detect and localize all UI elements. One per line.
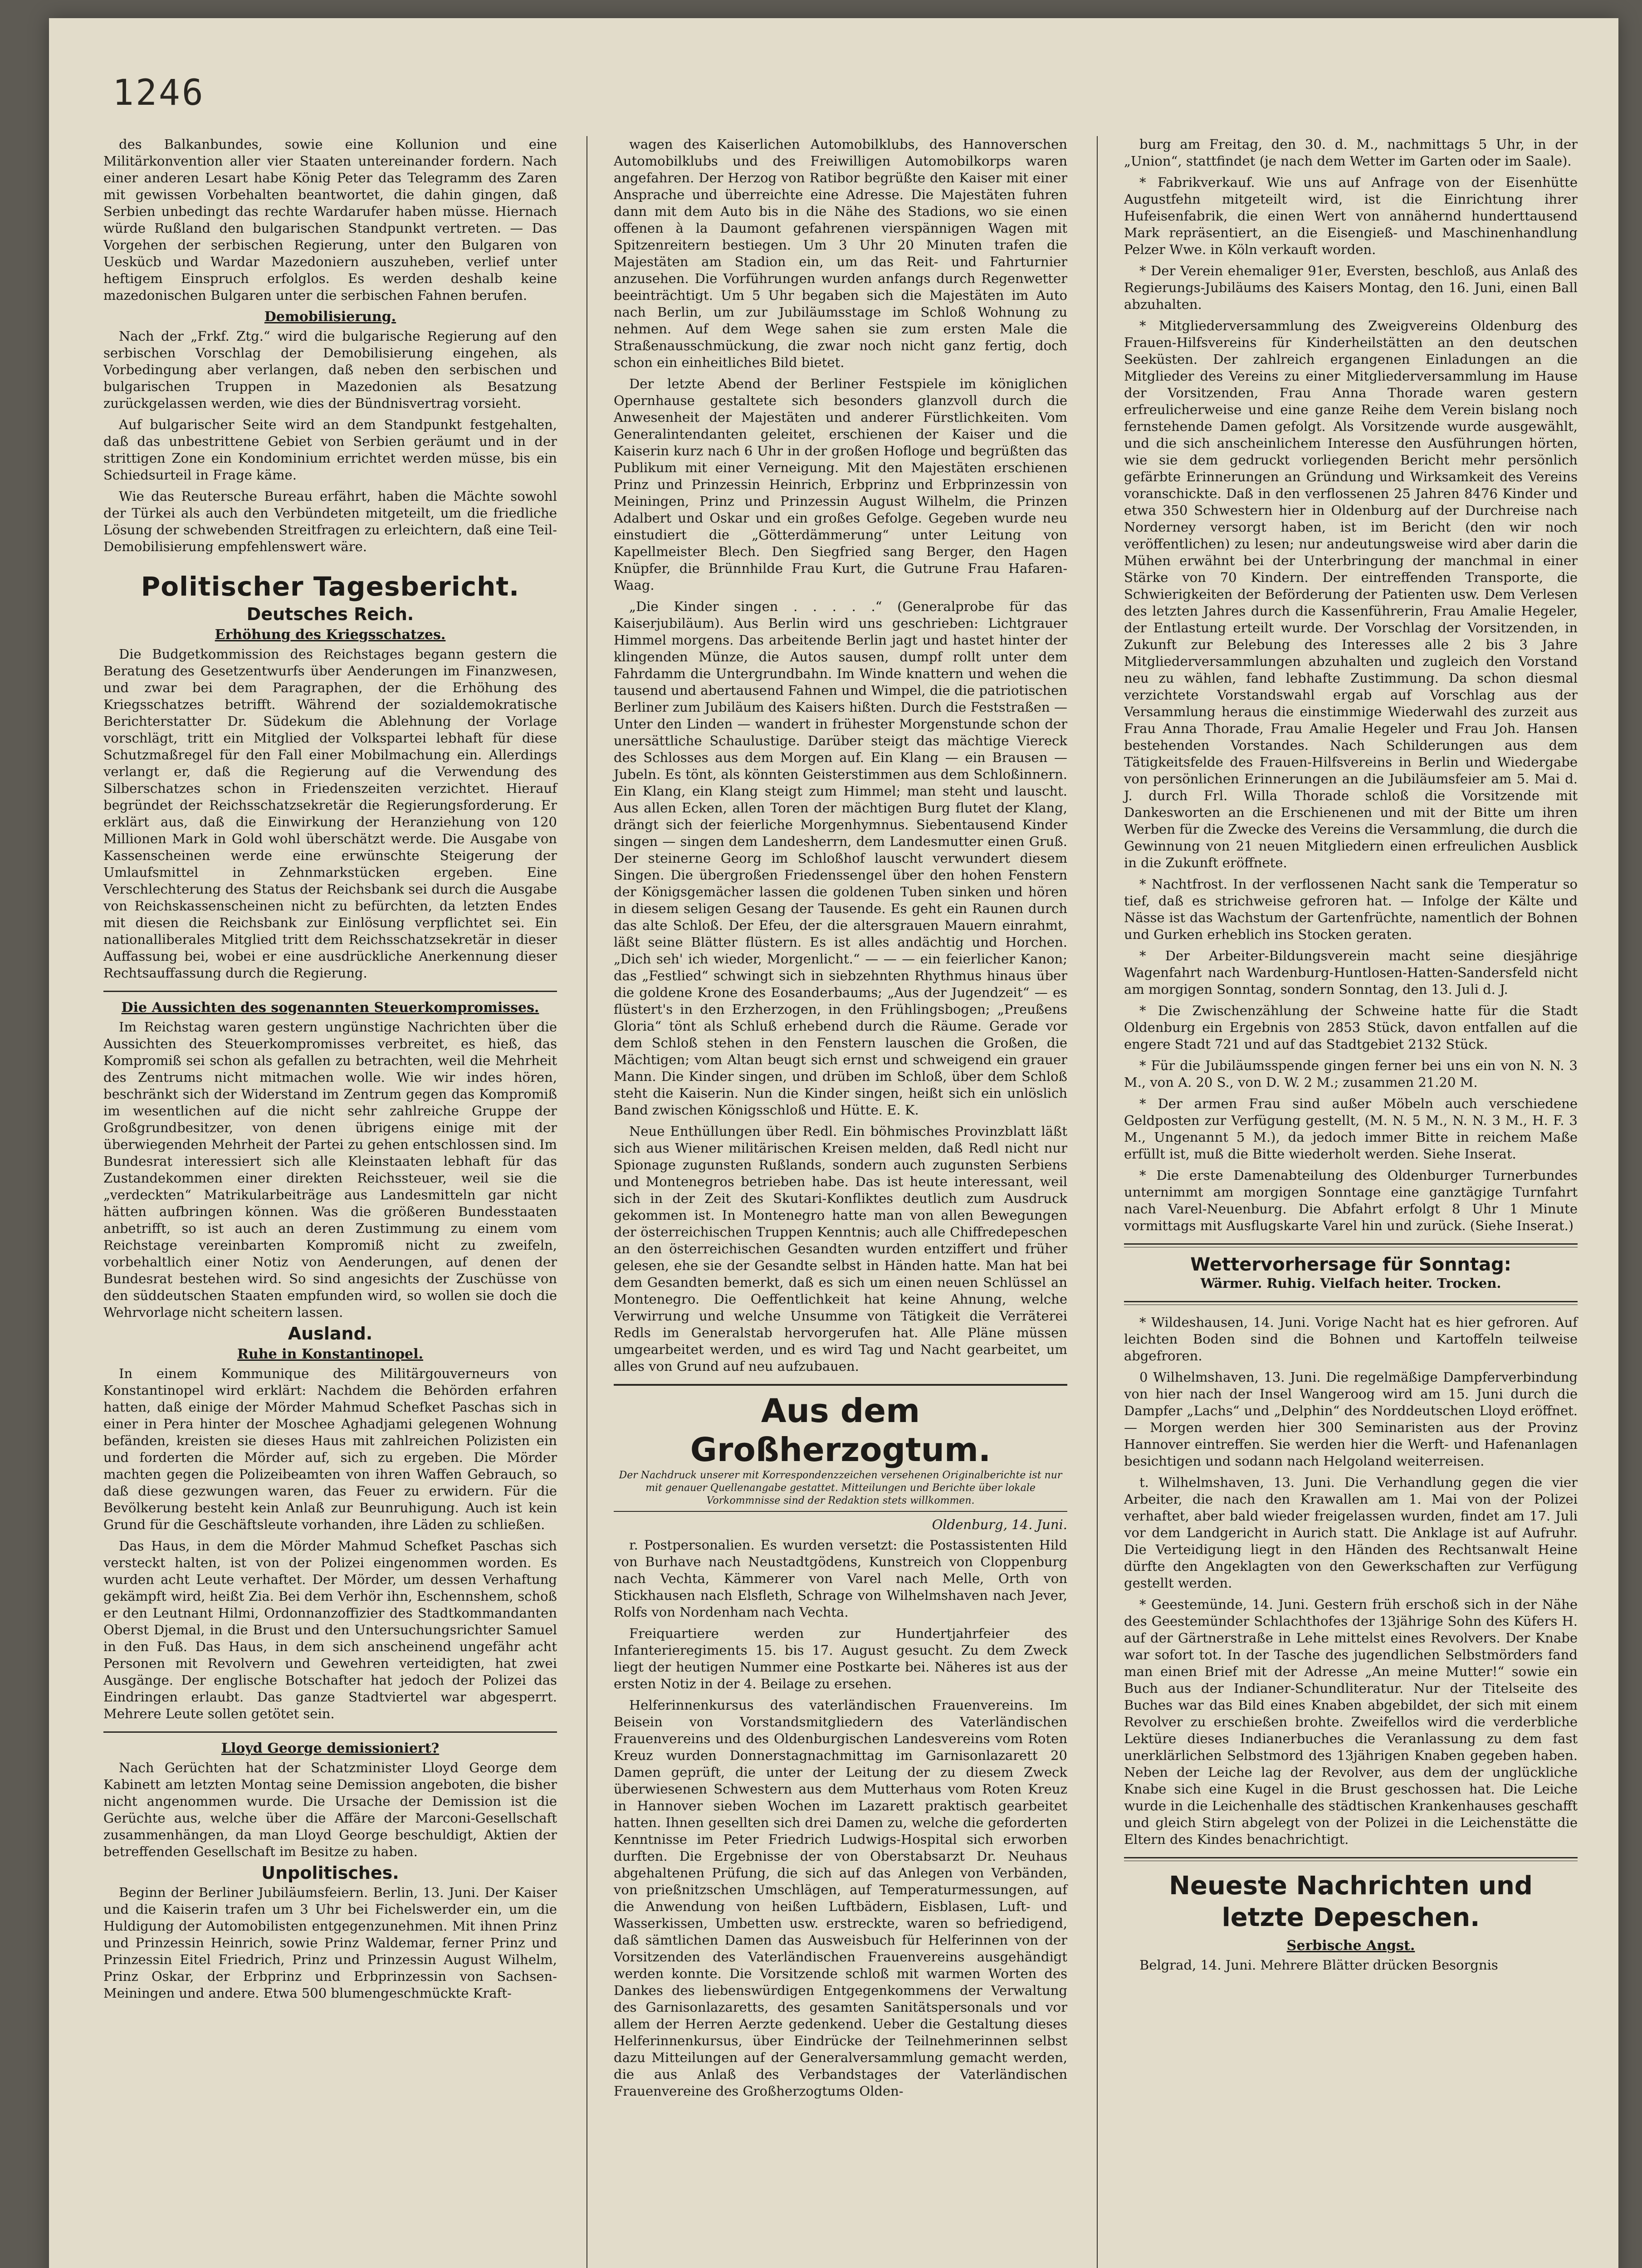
column-1 [103,136,557,2006]
article-paragraph: * Der Arbeiter-Bildungsverein macht seine diesjährige Wagenfahrt nach Wardenburg-Huntlosen-Hatten-Sandersfeld nicht am morgigen Sonntag, sondern Sonntag, den 13. Juli d. J. [1124,948,1578,997]
page-number: 1246 [112,73,205,113]
section-subtitle-deutsches-reich: Deutsches Reich. [246,604,414,624]
article-paragraph: * Nachtfrost. In der verflossenen Nacht sank die Temperatur so tief, daß es strichweise gefroren hat. — Infolge der Kälte und Nässe ist das Wachstum der Gartenfrüchte, namentlich der Bohnen und Gurken erheblich ins Stocken geraten. [1124,876,1578,942]
article-paragraph: Im Reichstag waren gestern ungünstige Nachrichten über die Aussichten des Steuerkompromisses verbreitet, es hieß, das Kompromiß sei schon als gefallen zu betrachten, weil die Mehrheit des Zentrums nicht mitmachen wolle. Wie wir indes hören, beschränkt sich der Widerstand im Zentrum gegen das Kompromiß im wesentlichen auf die nicht sehr zahlreiche Gruppe der Großgrundbesitzer, von denen übrigens einige mit der überwiegenden Mehrheit der Partei zu gehen entschlossen sind. Im Bundesrat interessiert sich alle Kleinstaaten lebhaft für das Zustandekommen einer direkten Reichssteuer, weil sie die „verdeckten“ Matrikularbeiträge aus Landesmitteln gar nicht hätten aufbringen können. Was die größeren Bundesstaaten anbetrifft, so ist auch an deren Zustimmung zu einem vom Reichstage vereinbarten Kompromiß nicht zu zweifeln, vorbehaltlich einer Notiz von Aenderungen, auf denen der Bundesrat bestehen wird. So sind angesichts der Zuschüsse von den süddeutschen Staaten empfunden wird, so wollen sie doch die Wehrvorlage nicht scheitern lassen. [103,1019,557,1320]
article-paragraph: Nach der „Frkf. Ztg.“ wird die bulgarische Regierung auf den serbischen Vorschlag der Demobilisierung eingehen, als Vorbedingung aber verlangen, daß neben den serbischen und bulgarischen Truppen in Mazedonien als Besatzung zurückgelassen werden, wie dies der Bündnisvertrag vorsieht. [103,328,557,411]
article-paragraph: * Der armen Frau sind außer Möbeln auch verschiedene Geldposten zur Verfügung gestellt, (M. N. 5 M., N. N. 3 M., H. F. 3 M., Ungenannt 5 M.), da jedoch immer Bitte in reichem Maße erfüllt ist, muß die Bitte wiederholt werden. Siehe Inserat. [1124,1096,1578,1162]
article-paragraph: * Geestemünde, 14. Juni. Gestern früh erschoß sich in der Nähe des Geestemünder Schlachthofes der 13jährige Sohn des Küfers H. auf der Gärtnerstraße in Lehe mittelst eines Revolvers. Der Knabe war sofort tot. In der Tasche des jugendlichen Selbstmörders fand man einen Brief mit der Adresse „An meine Mutter!“ sowie ein Buch aus der Indianer-Schundliteratur. Nur der Titelseite des Buches war das Bild eines Knaben abgebildet, der sich mit einem Revolver zu erschießen brohte. Zweifellos wird die verderbliche Lektüre dieses Indianerbuches die Veranlassung zu dem fast unerklärlichen Selbstmord des 13jährigen Knaben gegeben haben. Neben der Leiche lag der Revolver, aus dem der unglückliche Knabe sich eine Kugel in die Brust geschossen hat. Die Leiche wurde in die Leichenhalle des städtischen Krankenhauses geschafft und gleich Stirn abgelegt von der Polizei in die Leichenstätte die Eltern des Kindes benachrichtigt. [1124,1597,1578,1847]
section-title-neueste-nachrichten: Neueste Nachrichten und letzte Depeschen. [1169,1871,1533,1932]
weather-forecast-title: Wettervorhersage für Sonntag: [1190,1254,1511,1275]
article-paragraph: Auf bulgarischer Seite wird an dem Standpunkt festgehalten, daß das unbestrittene Gebiet von Serbien geräumt und in der strittigen Zone ein Kondominium errichtet werden müsse, bis ein Schiedsurteil in Frage käme. [103,417,557,483]
section-rule [1124,1301,1578,1305]
article-paragraph: Beginn der Berliner Jubiläumsfeiern. Berlin, 13. Juni. Der Kaiser und die Kaiserin trafen um 3 Uhr bei Fichelswerder ein, um die Huldigung der Automobilisten entgegenzunehmen. Mit ihnen Prinz und Prinzessin Heinrich, sowie Prinz Waldemar, ferner Prinz und Prinzessin Eitel Friedrich, Prinz und Prinzessin August Wilhelm, Prinz Oskar, der Erbprinz und Erbprinzessin von Sachsen-Meiningen und andere. Etwa 500 blumengeschmückte Kraft- [103,1885,557,2001]
article-paragraph: * Der Verein ehemaliger 91er, Eversten, beschloß, aus Anlaß des Regierungs-Jubiläums des Kaisers Montag, den 16. Juni, einen Ball abzuhalten. [1124,263,1578,312]
weather-forecast-text: Wärmer. Ruhig. Vielfach heiter. Trocken. [1200,1276,1501,1291]
article-paragraph: Das Haus, in dem die Mörder Mahmud Schefket Paschas sich versteckt halten, ist von der Polizei eingenommen worden. Es wurden acht Leute verhaftet. Der Mörder, um dessen Verhaftung gekämpft wird, heißt Zia. Bei dem Verhör ihn, Eschennshem, schoß er den Leutnant Hilmi, Ordonnanzoffizier des Stadtkommandanten Oberst Djemal, in die Brust und den Untersuchungsrichter Samuel in den Fuß. Das Haus, in dem sich anscheinend ungefähr acht Personen mit Revolvern und Gewehren verteidigten, hat zwei Ausgänge. Der englische Botschafter hat jedoch der Polizei das Eindringen erlaubt. Das ganze Stadtviertel war abgesperrt. Mehrere Leute sollen getötet sein. [103,1538,557,1721]
article-paragraph: t. Wilhelmshaven, 13. Juni. Die Verhandlung gegen die vier Arbeiter, die nach den Krawallen am 1. Mai von der Polizei verhaftet, aber bald wieder freigelassen wurden, findet am 17. Juli vor dem Landgericht in Aurich statt. Die Anklage ist auf Aufruhr. Die Verteidigung liegt in den Händen des Rechtsanwalt Heine dürfte den Angeklagten von den Gewerkschaften zur Verfügung gestellt werden. [1124,1475,1578,1591]
article-paragraph: r. Postpersonalien. Es wurden versetzt: die Postassistenten Hild von Burhave nach Neustadtgödens, Kunstreich von Cloppenburg nach Vechta, Kämmerer von Varel nach Melle, Orth von Stickhausen nach Elsfleth, Schrage von Wilhelmshaven nach Jever, Rolfs von Nordenham nach Vechta. [614,1537,1067,1620]
article-paragraph: Wie das Reutersche Bureau erfährt, haben die Mächte sowohl der Türkei als auch den Verbündeten mitgeteilt, um die friedliche Lösung der schwebenden Streitfragen zu erleichtern, daß eine Teil-Demobilisierung empfehlenswert wäre. [103,489,557,554]
article-paragraph: Der letzte Abend der Berliner Festspiele im königlichen Opernhause gestaltete sich besonders glanzvoll durch die Anwesenheit der Majestäten und anderer Fürstlichkeiten. Vom Generalintendanten geleitet, erschienen der Kaiser und die Kaiserin kurz nach 6 Uhr in der großen Hofloge und begrüßten das Publikum mit einer Verneigung. Mit den Majestäten erschienen Prinz und Prinzessin Heinrich, Erbprinz und Erbprinzessin von Meiningen, Prinz und Prinzessin August Wilhelm, die Prinzen Adalbert und Oskar und ein großes Gefolge. Gegeben wurde neu einstudiert die „Götterdämmerung“ unter Leitung von Kapellmeister Blech. Den Siegfried sang Berger, den Hagen Knüpfer, die Brünnhilde Frau Kurt, die Gutrune Frau Hafaren-Waag. [614,376,1067,593]
section-rule [103,991,557,992]
subheading-lloyd-george: Lloyd George demissioniert? [221,1740,440,1756]
column-divider [586,136,587,2268]
article-paragraph: des Balkanbundes, sowie eine Kollunion und eine Militärkonvention aller vier Staaten untereinander fordern. Nach einer anderen Lesart habe König Peter das Telegramm des Zaren mit gewissen Vorbehalten beantwortet, die dahin gingen, daß Serbien unbedingt das rechte Wardarufer haben müsse. Hiernach würde Rußland den bulgarischen Standpunkt vertreten. — Das Vorgehen der serbischen Regierung, unter den Bulgaren von Ueskücb und Wardar Mazedoniern auszuheben, verlief unter heftigem Einspruch erfolglos. Es werden deshalb keine mazedonischen Bulgaren unter die serbischen Fahnen berufen. [103,137,557,303]
column-2 [614,136,1067,2104]
subheading-kriegsschatz: Erhöhung des Kriegsschatzes. [215,627,446,643]
article-paragraph: burg am Freitag, den 30. d. M., nachmittags 5 Uhr, in der „Union“, stattfindet (je nach dem Wetter im Garten oder im Saale). [1124,137,1578,169]
newspaper-page [49,18,1618,2268]
section-title-tagesbericht: Politischer Tagesbericht. [141,571,520,602]
column-divider [1097,136,1098,2268]
dateline: Oldenburg, 14. Juni. [932,1517,1067,1532]
section-title-unpolitisches: Unpolitisches. [261,1863,399,1883]
article-paragraph: * Die erste Damenabteilung des Oldenburger Turnerbundes unternimmt am morgigen Sonntage eine ganztägige Turnfahrt nach Varel-Neuenburg. Die Abfahrt erfolgt 8 Uhr 1 Minute vormittags mit Ausflugskarte Varel hin und zurück. (Siehe Inserat.) [1124,1168,1578,1233]
subheading-serbische-angst: Serbische Angst. [1286,1938,1415,1954]
article-paragraph: Helferinnenkursus des vaterländischen Frauenvereins. Im Beisein von Vorstandsmitgliedern des Vaterländischen Frauenvereins und des Oldenburgischen Landesvereins vom Roten Kreuz wurden Donnerstagnachmittag im Garnisonlazarett 20 Damen geprüft, die unter der Leitung der zu diesem Zweck überwiesenen Schwestern aus dem Mutterhaus vom Roten Kreuz in Hannover sieben Wochen im Lazarett praktisch gearbeitet hatten. Ihnen gesellten sich drei Damen zu, welche die geforderten Kenntnisse im Peter Friedrich Ludwigs-Hospital sich erworben durften. Die Ergebnisse der von Oberstabsarzt Dr. Neuhaus abgehaltenen Prüfung, die sich auf das Anlegen von Verbänden, von prießnitzschen Umschlägen, auf Temperaturmessungen, auf die Anwendung von heißen Luftbädern, Eisblasen, Luft- und Wasserkissen, Umbetten usw. erstreckte, waren so befriedigend, daß sämtlichen Damen das Ausweisbuch für Helferinnen von der Vorsitzenden des Vaterländischen Frauenvereins ausgehändigt werden konnte. Die Vorsitzende schloß mit warmen Worten des Dankes des liebenswürdigen Entgegenkommens der Verwaltung des Garnisonlazaretts, des gesamten Sanitätspersonals und vor allem der Herren Aerzte gedenkend. Ueber die Gestaltung dieses Helferinnenkursus, über Eindrücke der Teilnehmerinnen selbst dazu Mitteilungen auf der Generalversammlung gemacht werden, die aus Anlaß des Verbandstages der Vaterländischen Frauenvereine des Großherzogtums Olden- [614,1697,1067,2099]
section-rule [103,1731,557,1733]
article-paragraph: Nach Gerüchten hat der Schatzminister Lloyd George dem Kabinett am letzten Montag seine Demission angeboten, die bisher nicht angenommen wurde. Die Ursache der Demission ist die Gerüchte aus, welche über die Affäre der Marconi-Gesellschaft zusammenhängen, da man Lloyd George beschuldigt, Aktien der betreffenden Gesellschaft im Besitze zu haben. [103,1760,557,1859]
subheading-konstantinopel: Ruhe in Konstantinopel. [237,1346,423,1362]
article-paragraph: * Für die Jubiläumsspende gingen ferner bei uns ein von N. N. 3 M., von A. 20 S., von D. W. 2 M.; zusammen 21.20 M. [1124,1058,1578,1090]
article-paragraph: 0 Wilhelmshaven, 13. Juni. Die regelmäßige Dampferverbindung von hier nach der Insel Wangeroog wird am 15. Juni durch die Dampfer „Lachs“ und „Delphin“ des Norddeutschen Lloyd eröffnet. — Morgen werden hier 300 Seminaristen aus der Provinz Hannover eintreffen. Sie werden hier die Werft- und Hafenanlagen besichtigen und sodann nach Helgoland weiterreisen. [1124,1369,1578,1469]
column-3 [1124,136,1578,1978]
reprint-notice: Der Nachdruck unserer mit Korrespondenzzeichen versehenen Originalberichte ist nur mit genauer Quellenangabe gestattet. Mitteilungen und Berichte über lokale Vorkommnisse sind der Redaktion stets willkommen. [619,1470,1062,1506]
article-paragraph: Die Budgetkommission des Reichstages begann gestern die Beratung des Gesetzentwurfs über Aenderungen im Finanzwesen, und zwar bei dem Paragraphen, der die Erhöhung des Kriegsschatzes betrifft. Während der sozialdemokratische Berichterstatter Dr. Südekum die Ablehnung der Vorlage vorschlägt, tritt ein Mitglied der Volkspartei lebhaft für diese Schutzmaßregel für den Fall einer Mobilmachung ein. Allerdings verlangt er, daß die Regierung auf die Verwendung des Silberschatzes schon in Friedenszeiten verzichtet. Hierauf begründet der Reichsschatzsekretär die Regierungsforderung. Er erklärt aus, daß die Einwirkung der Heranziehung von 120 Millionen Mark in Gold wohl überschätzt werde. Die Ausgabe von Kassenscheinen werde eine erwünschte Steigerung der Umlaufsmittel in Zehnmarkstücken ergeben. Eine Verschlechterung des Status der Reichsbank sei durch die Ausgabe von Reichskassenscheinen nicht zu befürchten, da letzten Endes mit diesen die Reichsbank zur Einlösung verpflichtet sei. Ein nationalliberales Mitglied tritt dem Reichsschatzsekretär in dieser Auffassung bei, wobei er eine ausdrückliche Anerkennung dieser Rechtsauffassung durch die Regierung. [103,646,557,981]
section-header-grossherzogtum [614,1384,1067,1512]
section-title-ausland: Ausland. [288,1324,373,1344]
subheading-demobilisierung: Demobilisierung. [264,309,396,325]
article-paragraph: Freiquartiere werden zur Hundertjahrfeier des Infanterieregiments 15. bis 17. August gesucht. Zu dem Zweck liegt der heutigen Nummer eine Postkarte bei. Näheres ist aus der ersten Notiz in der 4. Beilage zu ersehen. [614,1626,1067,1691]
section-rule [1124,1857,1578,1861]
article-paragraph: wagen des Kaiserlichen Automobilklubs, des Hannoverschen Automobilklubs und des Freiwilligen Automobilkorps waren angefahren. Der Herzog von Ratibor begrüßte den Kaiser mit einer Ansprache und überreichte eine Adresse. Die Majestäten fuhren dann mit dem Auto bis in die Nähe des Stadions, wo sie einen offenen à la Daumont gefahrenen vierspännigen Wagen mit Spitzenreitern bestiegen. Um 3 Uhr 20 Minuten trafen die Majestäten am Stadion ein, um das Reit- und Fahrturnier anzusehen. Die Vorführungen wurden anfangs durch Regenwetter beeinträchtigt. Um 5 Uhr begaben sich die Majestäten im Auto nach Berlin, um zur Jubiläumsstage im Schloß Wohnung zu nehmen. Auf dem Wege sahen sie zum ersten Male die Straßenausschmückung, die zwar noch nicht ganz fertig, doch schon ein einheitliches Bild bietet. [614,137,1067,370]
article-paragraph: Belgrad, 14. Juni. Mehrere Blätter drücken Besorgnis [1139,1957,1498,1973]
section-rule [1124,1243,1578,1247]
subheading-steuerkompromiss: Die Aussichten des sogenannten Steuerkompromisses. [121,1000,539,1016]
article-paragraph: In einem Kommunique des Militärgouverneurs von Konstantinopel wird erklärt: Nachdem die Behörden erfahren hatten, daß einige der Mörder Mahmud Schefket Paschas sich in einer in Pera hinter der Moschee Aghadjami gelegenen Wohnung befänden, kreisten sie dieses Haus mit zahlreichen Polizisten ein und forderten die Mörder auf, sich zu ergeben. Die Mörder machten gegen die Polizeibeamten von ihren Waffen Gebrauch, so daß diese gezwungen waren, das Feuer zu erwidern. Für die Bevölkerung besteht kein Anlaß zur Beunruhigung. Auch ist kein Grund für die Geschäftsleute vorhanden, ihre Läden zu schließen. [103,1366,557,1532]
article-paragraph: * Die Zwischenzählung der Schweine hatte für die Stadt Oldenburg ein Ergebnis von 2853 Stück, davon entfallen auf die engere Stadt 721 und auf das Stadtgebiet 2132 Stück. [1124,1003,1578,1052]
section-title-grossherzogtum: Aus dem Großherzogtum. [690,1392,991,1469]
article-paragraph: * Wildeshausen, 14. Juni. Vorige Nacht hat es hier gefroren. Auf leichten Boden sind die Bohnen und Kartoffeln teilweise abgefroren. [1124,1315,1578,1364]
article-paragraph: * Mitgliederversammlung des Zweigvereins Oldenburg des Frauen-Hilfsvereins für Kinderheilstätten an den deutschen Seeküsten. Der zahlreich ergangenen Einladungen an die Mitglieder des Vereins zu einer Mitgliederversammlung im Hause der Vorsitzenden, Frau Anna Thorade waren gestern erfreulicherweise und eine ganze Reihe dem Verein bislang noch fernstehende Damen gefolgt. Als Vorsitzende wurde ausgewählt, und die sich anscheinlichem Interesse den Ausführungen hörten, wie sie dem gedruckt vorliegenden Bericht mehr persönlich gefärbte Erinnerungen an Gründung und Wirksamkeit des Vereins voranschickte. Daß in den verflossenen 25 Jahren 8476 Kinder und etwa 350 Schwestern hier in Oldenburg auf der Durchreise nach Norderney versorgt haben, ist im Bericht (den wir noch veröffentlichen) zu lesen; nur andeutungsweise wird aber darin die Mühen erwähnt bei der Unterbringung der manchmal in einer Stärke von 70 Kindern. Der eintreffenden Transporte, die Schwierigkeiten der Beförderung der Patienten usw. Dem Verlesen des letzten Jahres durch die Kassenführerin, Frau Amalie Hegeler, der Entlastung erteilt wurde. Der Vorschlag der Vorsitzenden, in Zukunft zur Belebung des Interesses alle 2 bis 3 Jahre Mitgliederversammlungen abzuhalten und zugleich den Vorstand neu zu wählen, fand lebhafte Zustimmung. Da schon diesmal verzichtete Vorstandswahl ergab auf Vorschlag aus der Versammlung heraus die einstimmige Wiederwahl des zurzeit aus Frau Anna Thorade, Frau Amalie Hegeler und Frau Joh. Hansen bestehenden Vorstandes. Nach Schilderungen aus dem Tätigkeitsfelde des Frauen-Hilfsvereins in Berlin und Wiedergabe von persönlichen Erinnerungen an die Jubiläumsfeier am 5. Mai d. J. durch Frl. Willa Thorade schloß die Vorsitzende mit Dankesworten an die Erschienenen und mit der Bitte um ihren Werben für die Zwecke des Vereins die Versammlung, die durch die Gewinnung von 21 neuen Mitgliedern einen erfreulichen Ausblick in die Zukunft eröffnete. [1124,318,1578,870]
article-paragraph: „Die Kinder singen . . . . .“ (Generalprobe für das Kaiserjubiläum). Aus Berlin wird uns geschrieben: Lichtgrauer Himmel morgens. Das arbeitende Berlin jagt und hastet hinter der klingenden Münze, die Autos sausen, dumpf rollt unter dem Fahrdamm die Untergrundbahn. Im Winde knattern und wehen die tausend und abertausend Fahnen und Wimpel, die die patriotischen Berliner zum Jubiläum des Kaisers hißten. Durch die Feststraßen — Unter den Linden — wandert in frühester Morgenstunde schon der unersättliche Schaulustige. Darüber steigt das mächtige Viereck des Schlosses aus dem Morgen auf. Ein Klang — ein Brausen — Jubeln. Es tönt, als könnten Geisterstimmen aus dem Schloßinnern. Ein Klang, ein Klang steigt zum Himmel; man steht und lauscht. Aus allen Ecken, allen Toren der mächtigen Burg flutet der Klang, drängt sich der feierliche Morgenhymnus. Siebentausend Kinder singen — singen dem Landesherrn, dem Landesmutter einen Gruß. Der steinerne Georg im Schloßhof lauscht verwundert diesem Singen. Die übergroßen Friedenssengel über den hohen Fenstern der Königsgemächer lassen die goldenen Tuben sinken und hören in diesem seligen Gesang der Tausende. Es geht ein Raunen durch das alte Schloß. Der Efeu, der die altersgrauen Mauern einrahmt, läßt seine Blätter flüstern. Es ist alles andächtig und Horchen. „Dich seh' ich wieder, Morgenlicht.“ — — — ein feierlicher Kanon; das „Festlied“ schwingt sich in siebzehnten Rhythmus hinaus über die goldene Krone des Eosanderbaums; „Aus der Jugendzeit“ — es flüstert's in den Erzherzogen, in den Frühlingsbogen; „Preußens Gloria“ tönt als Schluß erhebend durch die Räume. Gerade vor dem Schloß stehen in den Fenstern lauschen die Großen, die Mächtigen; vom Altan beugt sich ernst und schweigend ein grauer Mann. Die Kinder singen, und drüben im Schloß, über dem Schloß steht die Kaiserin. Nun die Kinder singen, heißt sich ein unlöslich Band zwischen Königsschloß und Hütte. E. K. [614,599,1067,1118]
article-paragraph: Neue Enthüllungen über Redl. Ein böhmisches Provinzblatt läßt sich aus Wiener militärischen Kreisen melden, daß Redl nicht nur Spionage zugunsten Rußlands, sondern auch zugunsten Serbiens und Montenegros betrieben habe. Das ist heute interessant, weil sich in der Zeit des Skutari-Konfliktes deutlich zum Ausdruck gekommen ist. In Montenegro hatte man von allen Bewegungen der österreichischen Truppen Kenntnis; auch alle Chiffredepeschen an den österreichischen Gesandten wurden entziffert und früher gelesen, ehe sie der Gesandte selbst in Händen hatte. Man hat bei dem Gesandten bemerkt, daß es sich um einen neuen Schlüssel an Montenegro. Die Oeffentlichkeit hat keine Ahnung, welche Verwirrung und welche Unsumme von Tätigkeit die Verräterei Redls im Generalstab hervorgerufen hat. Alle Pläne müssen umgearbeitet werden, und es wird Tag und Nacht gearbeitet, um alles von Grund auf neu aufzubauen. [614,1124,1067,1374]
article-paragraph: * Fabrikverkauf. Wie uns auf Anfrage von der Eisenhütte Augustfehn mitgeteilt wird, ist die Einrichtung ihrer Hufeisenfabrik, die einen Wert von annähernd hunderttausend Mark repräsentiert, an die Eisengieß- und Maschinenhandlung Pelzer Wwe. in Köln verkauft worden. [1124,175,1578,257]
